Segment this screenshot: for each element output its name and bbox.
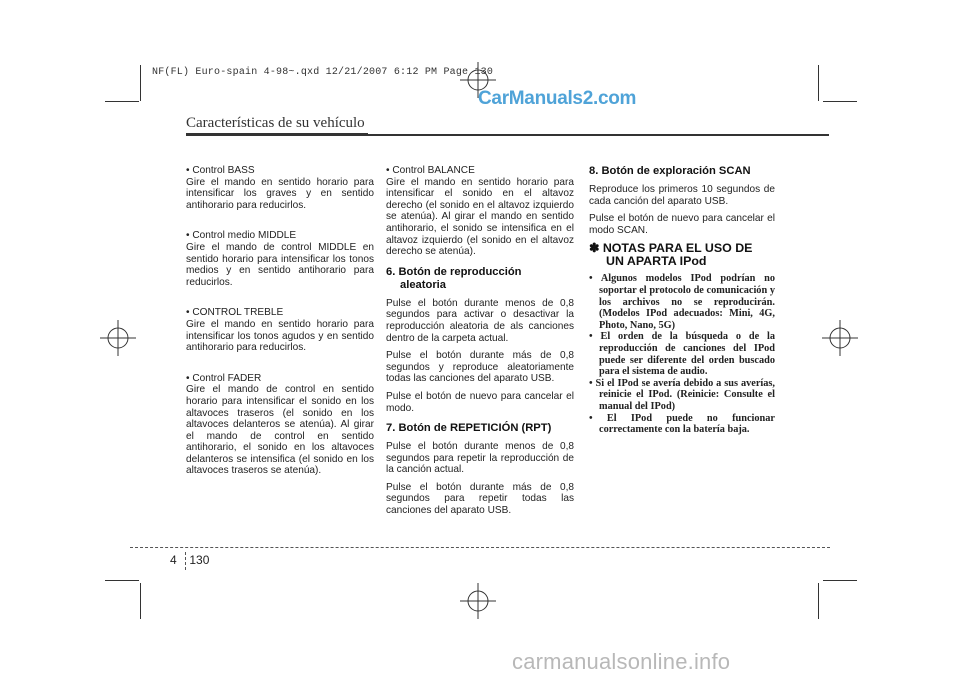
crop-mark	[105, 101, 139, 102]
crop-mark	[823, 101, 857, 102]
bullet-balance: • Control BALANCE	[386, 165, 475, 176]
registration-mark-icon	[822, 320, 858, 356]
column-2	[386, 165, 574, 523]
paragraph-random-1: Pulse el botón durante menos de 0,8 segundos para activar o desactivar la reproducción aleatoria de als canciones dentro de la carpeta actual.	[386, 297, 574, 344]
paragraph-repeat-1: Pulse el botón durante menos de 0,8 segundos para repetir la reproducción de la canción actual.	[386, 441, 574, 476]
crop-mark	[818, 65, 819, 101]
heading-scan: 8. Botón de exploración SCAN	[589, 165, 751, 177]
notes-list	[589, 273, 775, 435]
notes-heading	[589, 242, 775, 268]
column-1	[186, 165, 374, 483]
footer-rule	[130, 547, 830, 548]
heading-random-line1: 6. Botón de reproducción	[386, 265, 522, 278]
print-file-info: NF(FL) Euro-spain 4-98~.qxd 12/21/2007 6:12 PM Page 130	[152, 67, 494, 78]
paragraph-scan-2: Pulse el botón de nuevo para cancelar el modo SCAN.	[589, 213, 775, 236]
paragraph-scan-1: Reproduce los primeros 10 segundos de cada canción del aparato USB.	[589, 184, 775, 207]
bullet-bass: • Control BASS	[186, 165, 255, 176]
bullet-fader: • Control FADER	[186, 372, 262, 384]
bullet-middle: • Control medio MIDDLE	[186, 230, 297, 242]
heading-repeat: 7. Botón de REPETICIÓN (RPT)	[386, 422, 552, 435]
section-title: Características de su vehículo	[186, 115, 365, 131]
crop-mark	[140, 65, 141, 101]
watermark-bottom[interactable]: carmanualsonline.info	[512, 649, 731, 674]
paragraph-repeat-2: Pulse el botón durante más de 0,8 segundos para repetir todas las canciones del aparato USB.	[386, 481, 574, 517]
column-3	[589, 165, 775, 436]
note-item: • El IPod puede no funcionar correctamente con la batería baja.	[589, 412, 775, 436]
heading-random	[386, 266, 574, 292]
paragraph-random-2: Pulse el botón durante más de 0,8 segundos y reproduce aleatoriamente todas las canciones del aparato USB.	[386, 350, 574, 385]
title-rule-accent	[186, 133, 368, 136]
notes-heading-line2: UN APARTA IPod	[606, 254, 707, 269]
crop-mark	[140, 583, 141, 619]
spacer	[186, 294, 374, 307]
note-item: • Si el IPod se avería debido a sus averías, reinicie el IPod. (Reinicie: Consulte el manual del IPod)	[589, 377, 775, 412]
notes-heading-line1: ✽ NOTAS PARA EL USO DE	[589, 241, 753, 256]
page-number-value: 130	[189, 553, 210, 567]
paragraph-random-3: Pulse el botón de nuevo para cancelar el modo.	[386, 390, 574, 414]
registration-mark-icon	[100, 320, 136, 356]
crop-mark	[823, 580, 857, 581]
paragraph-fader: Gire el mando de control en sentido horario para intensificar el sonido en los altavoces traseros (el sonido en los altavoces delanteros se atenúa). Al girar el mando de control en sentido antihorario, el sonido en los altavoces delanteros se intensifica (el sonido en los altavoces traseros se atenúa).	[186, 384, 374, 477]
registration-mark-icon	[460, 583, 496, 619]
paragraph-treble: Gire el mando en sentido horario para intensificar los tonos agudos y en sentido antihorario para reducirlos.	[186, 318, 374, 354]
spacer	[186, 360, 374, 373]
crop-mark	[818, 583, 819, 619]
crop-mark	[105, 580, 139, 581]
note-item: • El orden de la búsqueda o de la reproducción de canciones del IPod puede ser diferente del orden buscado para el sistema de audio.	[589, 331, 775, 378]
page-number	[170, 553, 209, 567]
watermark-top[interactable]: CarManuals2.com	[478, 88, 637, 109]
paragraph-bass: Gire el mando en sentido horario para intensificar los graves y en sentido antihorario para reducirlos.	[186, 176, 374, 211]
bullet-treble: • CONTROL TREBLE	[186, 307, 284, 319]
note-item: • Algunos modelos IPod podrían no soportar el protocolo de comunicación y los archivos no se reproducirán. (Modelos IPod adecuados: Mini, 4G, Photo, Nano, 5G)	[589, 273, 775, 331]
spacer	[186, 217, 374, 230]
paragraph-middle: Gire el mando de control MIDDLE en sentido horario para intensificar los tonos medios y en sentido antihorario para reducirlos.	[186, 241, 374, 288]
heading-random-line2: aleatoria	[400, 278, 447, 291]
chapter-number: 4	[170, 553, 177, 567]
paragraph-balance: Gire el mando en sentido horario para intensificar el sonido en el altavoz derecho (el sonido en el altavoz izquierdo se atenúa). Al girar el mando en sentido antihorario, el sonido se intensifica en el altavoz izquierdo (el sonido en el altavoz derecho se atenúa).	[386, 176, 574, 258]
